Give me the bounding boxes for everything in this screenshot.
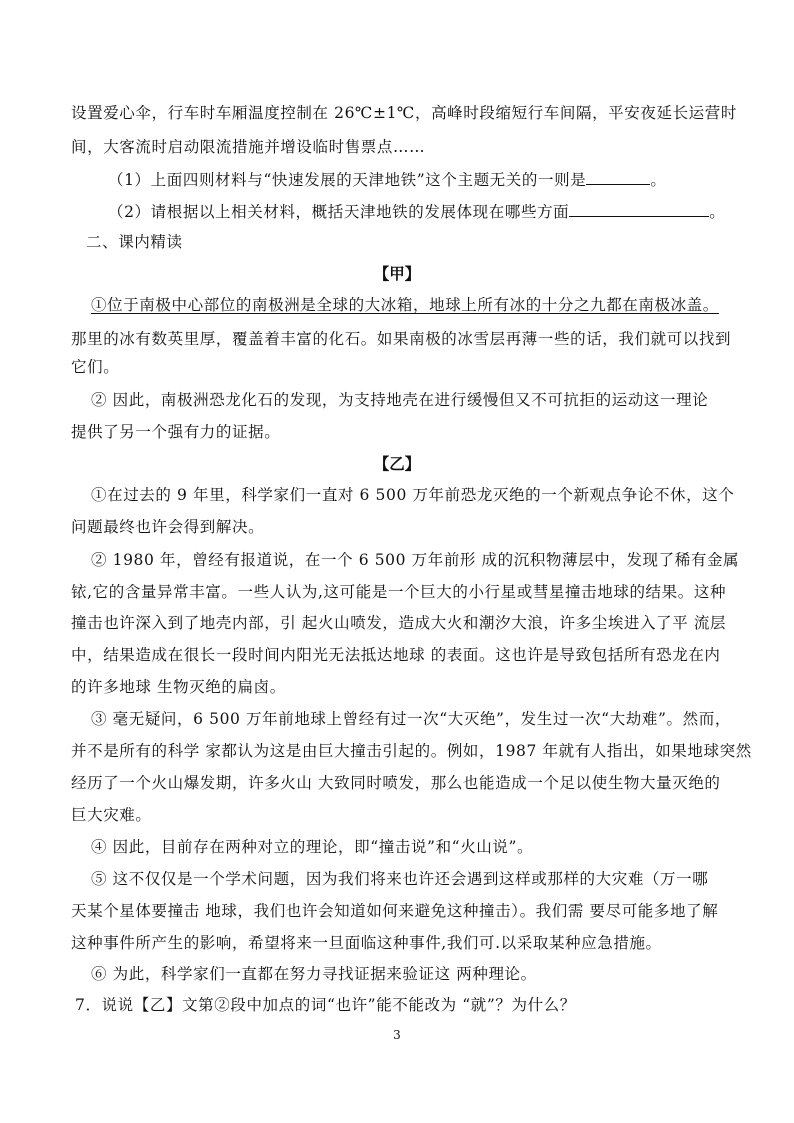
section-title: 二、课内精读 xyxy=(86,233,183,251)
yi-p1-line-1: ①在过去的 9 年里，科学家们一直对 6 500 万年前恐龙灭绝的一个新观点争论不休，这个 xyxy=(91,486,735,504)
jia-title: 【甲】 xyxy=(373,264,421,283)
question-1-text: （1）上面四则材料与“快速发展的天津地铁”这个主题无关的一则是 xyxy=(108,171,587,189)
intro-line-2: 间，大客流时启动限流措施并增设临时售票点…… xyxy=(71,138,426,156)
answer-blank-1[interactable] xyxy=(586,168,650,185)
yi-p4-line-1: ④ 因此，目前存在两种对立的理论，即“撞击说”和“火山说”。 xyxy=(91,838,534,856)
yi-p2-line-4: 中，结果造成在很长一段时间内阳光无法抵达地球 的表面。这也许是导致包括所有恐龙在内 xyxy=(71,646,721,664)
yi-p2-line-3: 撞击也许深入到了地壳内部，引 起火山喷发，造成大火和潮汐大浪，许多尘埃进入了平 流层 xyxy=(71,614,727,632)
yi-p6-line-1: ⑥ 为此，科学家们一直都在努力寻找证据来验证这 两种理论。 xyxy=(91,965,537,983)
yi-p5-line-3: 这种事件所产生的影响，希望将来一旦面临这种事件,我们可.以采取某种应急措施。 xyxy=(71,934,662,952)
question-2-end: 。 xyxy=(709,203,726,221)
jia-p1-line-1: ①位于南极中心部位的南极洲是全球的大冰箱，地球上所有冰的十分之九都在南极冰盖。 xyxy=(91,296,719,314)
answer-blank-2[interactable] xyxy=(569,200,709,217)
yi-title: 【乙】 xyxy=(373,454,421,473)
question-7: 7．说说【乙】文第②段中加点的词“也许”能不能改为 “就”？为什么？ xyxy=(75,996,576,1014)
yi-p3-line-4: 巨大灾难。 xyxy=(71,806,152,824)
jia-p1-line-2: 那里的冰有数英里厚，覆盖着丰富的化石。如果南极的冰雪层再薄一些的话，我们就可以找到 xyxy=(71,330,732,348)
intro-line-1: 设置爱心伞，行车时车厢温度控制在 26℃±1℃，高峰时段缩短行车间隔，平安夜延长运营时 xyxy=(71,104,737,122)
yi-p5-line-2: 天某个星体要撞击 地球，我们也许会知道如何来避免这种撞击）。我们需 要尽可能多地了解 xyxy=(71,902,719,920)
jia-p2-line-2: 提供了另一个强有力的证据。 xyxy=(71,423,281,441)
jia-p2-line-1: ② 因此，南极洲恐龙化石的发现，为支持地壳在进行缓慢但又不可抗拒的运动这一理论 xyxy=(91,391,709,409)
yi-p3-line-1: ③ 毫无疑问，6 500 万年前地球上曾经有过一次“大灭绝”，发生过一次“大劫难”。然而， xyxy=(91,710,731,728)
page-number: 3 xyxy=(393,1028,401,1042)
question-2 xyxy=(108,200,725,222)
yi-p2-line-5: 的许多地球 生物灭绝的扁卤。 xyxy=(71,678,286,696)
jia-p1-line-3: 它们。 xyxy=(71,358,120,376)
yi-p3-line-3: 经历了一个火山爆发期，许多火山 大致同时喷发，那么也能造成一个足以使生物大量灭绝的 xyxy=(71,774,721,792)
yi-p3-line-2: 并不是所有的科学 家都认为这是由巨大撞击引起的。例如，1987 年就有人指出，如果地球突然 xyxy=(71,742,752,760)
yi-p2-line-2: 铱,它的含量异常丰富。一些人认为,这可能是一个巨大的小行星或彗星撞击地球的结果。这种 xyxy=(71,583,727,601)
question-2-text: （2）请根据以上相关材料，概括天津地铁的发展体现在哪些方面 xyxy=(108,203,570,221)
question-1 xyxy=(108,168,666,190)
yi-p1-line-2: 问题最终也许会得到解决。 xyxy=(71,518,265,536)
yi-p2-line-1: ② 1980 年，曾经有报道说，在一个 6 500 万年前形 成的沉积物薄层中，发现了稀有金属 xyxy=(91,551,740,569)
question-1-end: 。 xyxy=(650,171,667,189)
yi-p5-line-1: ⑤ 这不仅仅是一个学术问题，因为我们将来也许还会遇到这样或那样的大灾难（万一哪 xyxy=(91,870,709,888)
